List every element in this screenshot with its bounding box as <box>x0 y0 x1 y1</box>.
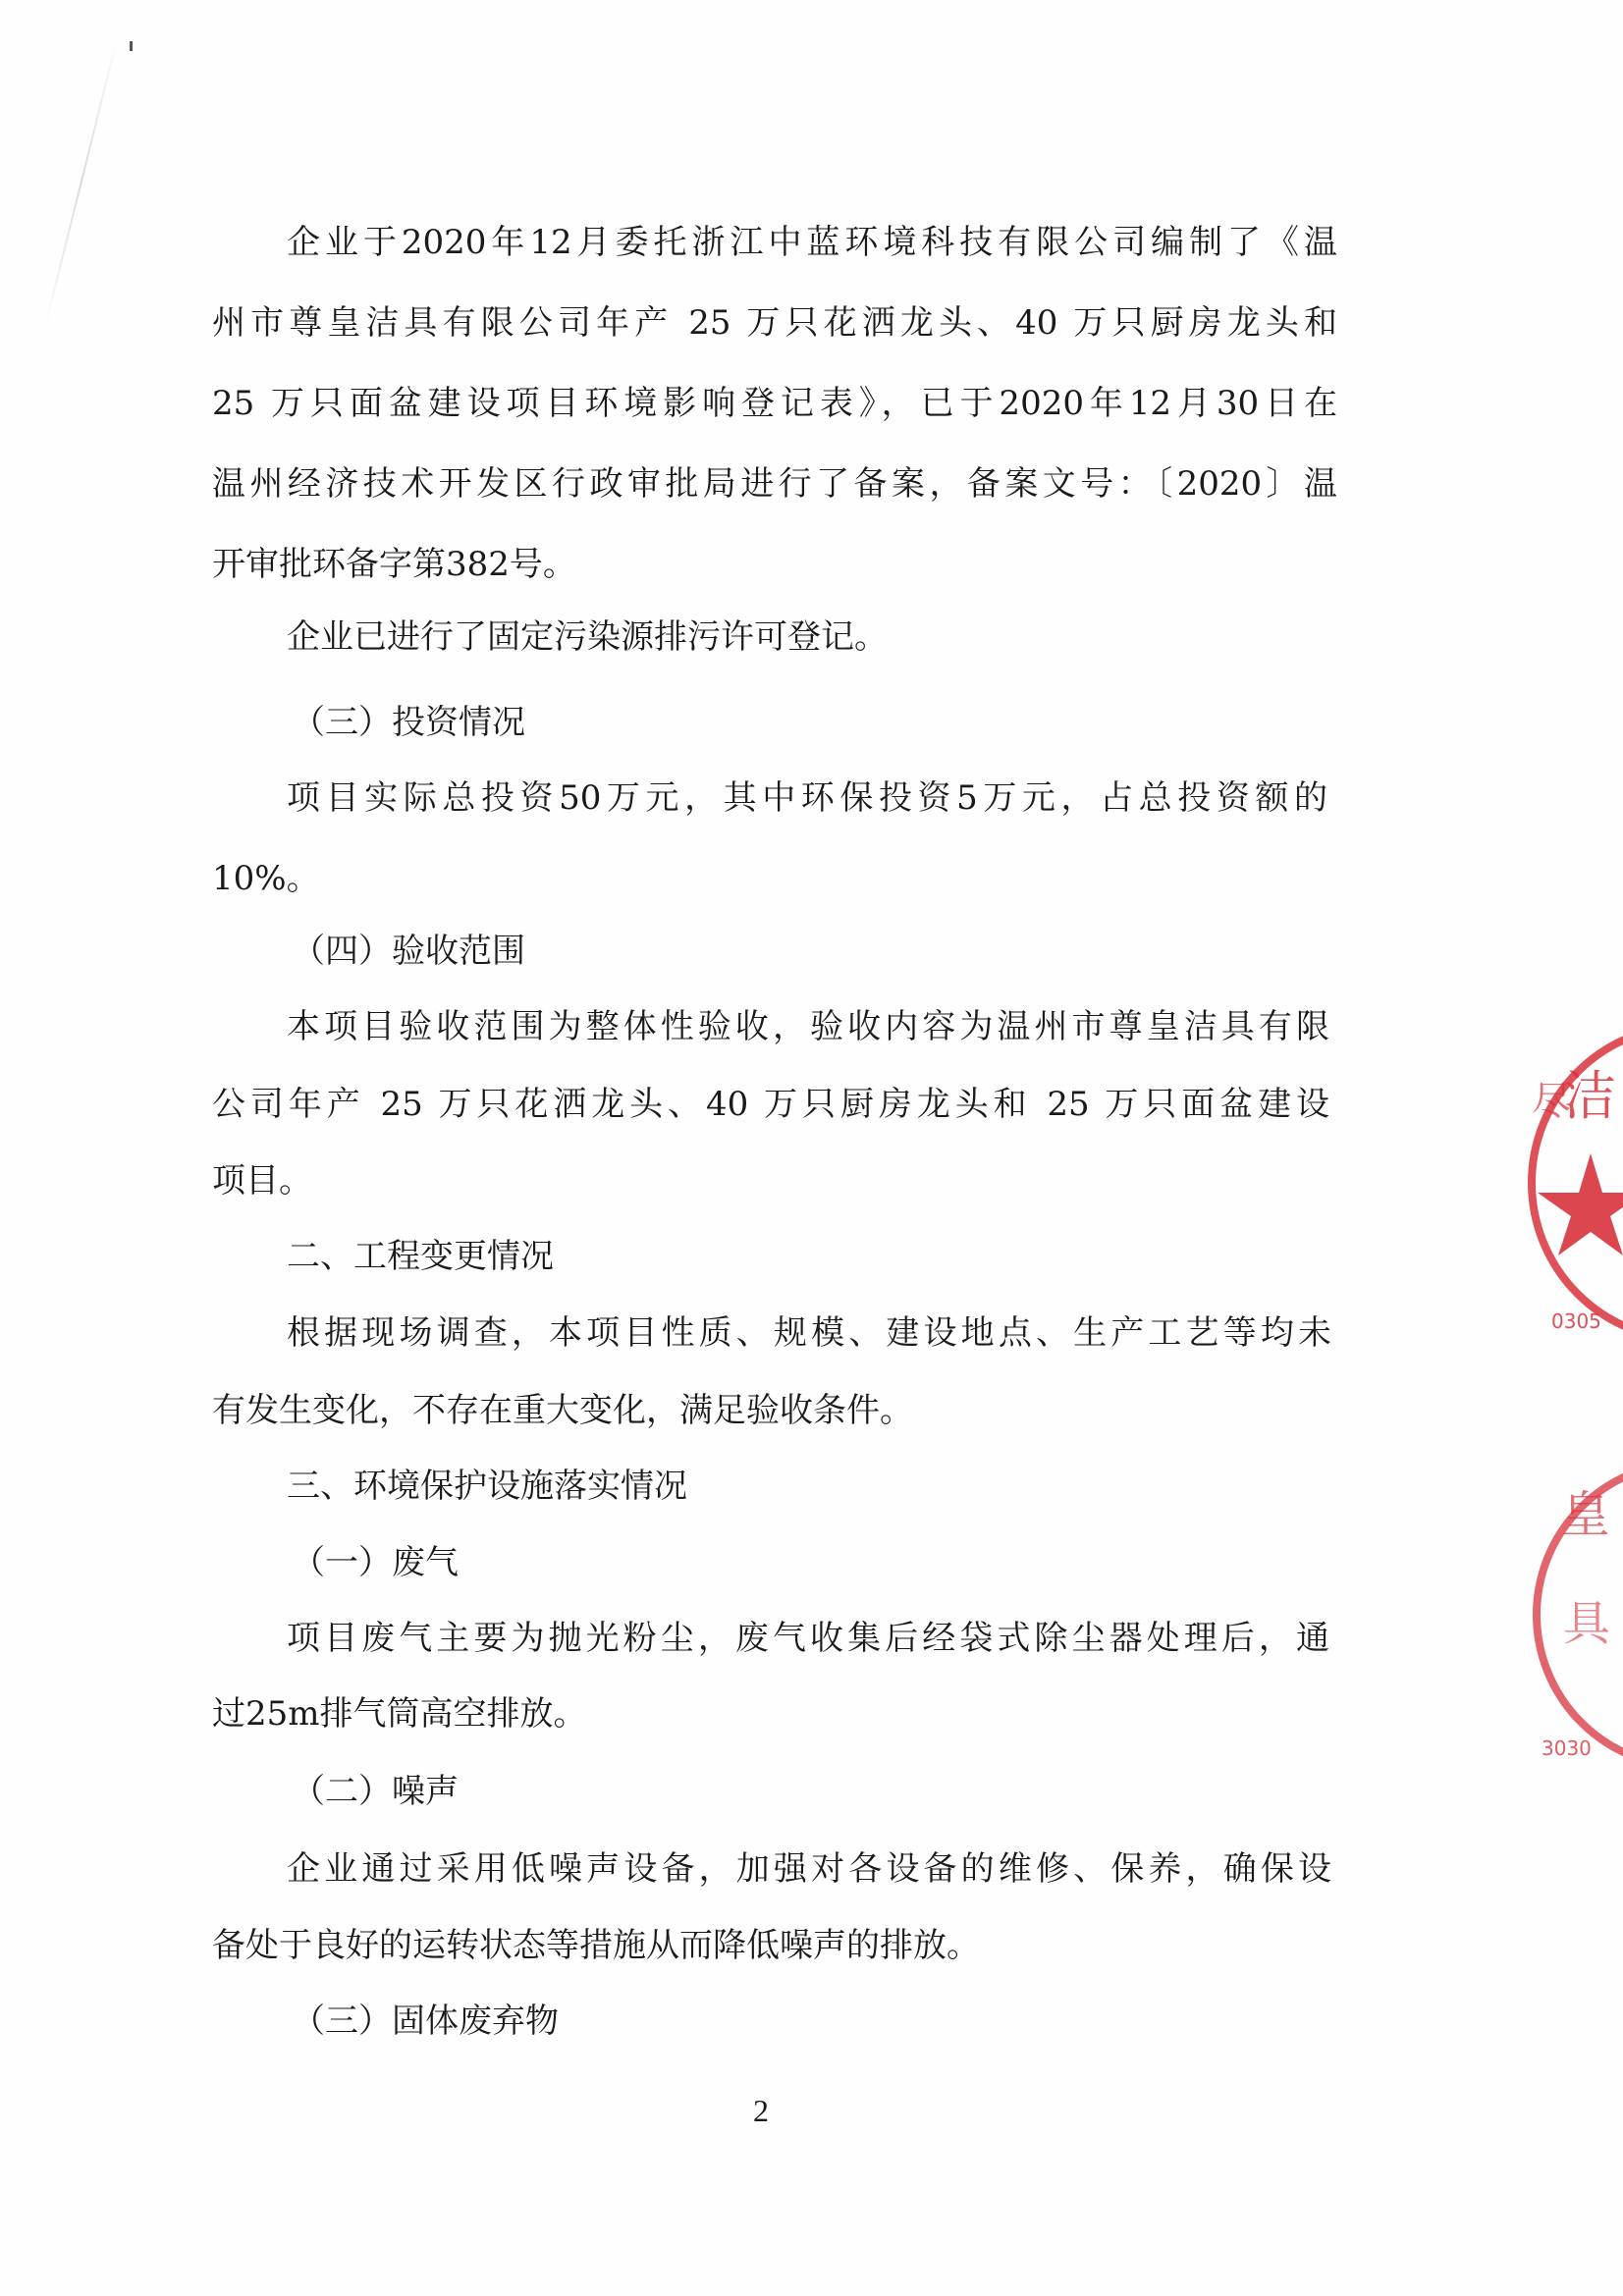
seal-top-char: 洁 <box>1563 1065 1616 1127</box>
section-heading-solid-waste: （三）固体废弃物 <box>292 2002 559 2041</box>
seal-top-code: 0305 <box>1551 1309 1601 1333</box>
section-heading-noise: （二）噪声 <box>292 1772 459 1811</box>
paragraph-line: 企业于2020年12月委托浙江中蓝环境科技有限公司编制了《温 <box>287 223 1337 262</box>
paragraph-line: 企业已进行了固定污染源排污许可登记。 <box>287 617 888 657</box>
paragraph-line: 项目。 <box>212 1161 312 1201</box>
seal-bottom-code: 3030 <box>1542 1736 1592 1760</box>
paragraph-line: 25 万只面盆建设项目环境影响登记表》，已于2020年12月30日在 <box>212 384 1337 423</box>
paragraph-line: 开审批环备字第382号。 <box>212 545 576 584</box>
seal-top-graphic <box>1512 1016 1623 1350</box>
section-heading-scope: （四）验收范围 <box>292 932 525 971</box>
paragraph-line: 温州经济技术开发区行政审批局进行了备案，备案文号：〔2020〕温 <box>212 464 1337 504</box>
paragraph-line: 企业通过采用低噪声设备，加强对各设备的维修、保养，确保设 <box>287 1849 1331 1889</box>
paragraph-line: 备处于良好的运转状态等措施从而降低噪声的排放。 <box>212 1926 980 1965</box>
paragraph-line: 州市尊皇洁具有限公司年产 25 万只花洒龙头、40 万只厨房龙头和 <box>212 303 1337 343</box>
paragraph-line: 10%。 <box>212 859 320 898</box>
seal-bottom-graphic <box>1512 1443 1623 1777</box>
seal-top-partial-char: 尽 <box>1532 1079 1571 1124</box>
seal-star-icon <box>1538 1153 1623 1255</box>
paragraph-line: 项目废气主要为抛光粉尘，废气收集后经袋式除尘器处理后，通 <box>287 1619 1329 1658</box>
section-heading-investment: （三）投资情况 <box>292 703 525 742</box>
paragraph-line: 有发生变化，不存在重大变化，满足验收条件。 <box>212 1391 913 1430</box>
paragraph-line: 项目实际总投资50万元，其中环保投资5万元，占总投资额的 <box>287 778 1327 818</box>
page-number: 2 <box>753 2093 769 2128</box>
company-seal-bottom <box>1512 1443 1623 1777</box>
section-heading-gas: （一）废气 <box>292 1543 459 1582</box>
paragraph-line: 过25m排气筒高空排放。 <box>212 1694 587 1734</box>
section-heading-change: 二、工程变更情况 <box>287 1237 554 1276</box>
section-heading-environment: 三、环境保护设施落实情况 <box>287 1467 687 1506</box>
seal-bottom-partial-char: 具 <box>1563 1596 1611 1651</box>
seal-bottom-char: 皇 <box>1561 1486 1610 1543</box>
scan-edge-mark <box>44 39 118 326</box>
paragraph-line: 公司年产 25 万只花洒龙头、40 万只厨房龙头和 25 万只面盆建设 <box>212 1085 1329 1124</box>
paragraph-line: 根据现场调查，本项目性质、规模、建设地点、生产工艺等均未 <box>287 1313 1331 1353</box>
paragraph-line: 本项目验收范围为整体性验收，验收内容为温州市尊皇洁具有限 <box>287 1007 1329 1046</box>
company-seal-top <box>1512 1016 1623 1350</box>
scan-tick-mark <box>130 41 133 51</box>
